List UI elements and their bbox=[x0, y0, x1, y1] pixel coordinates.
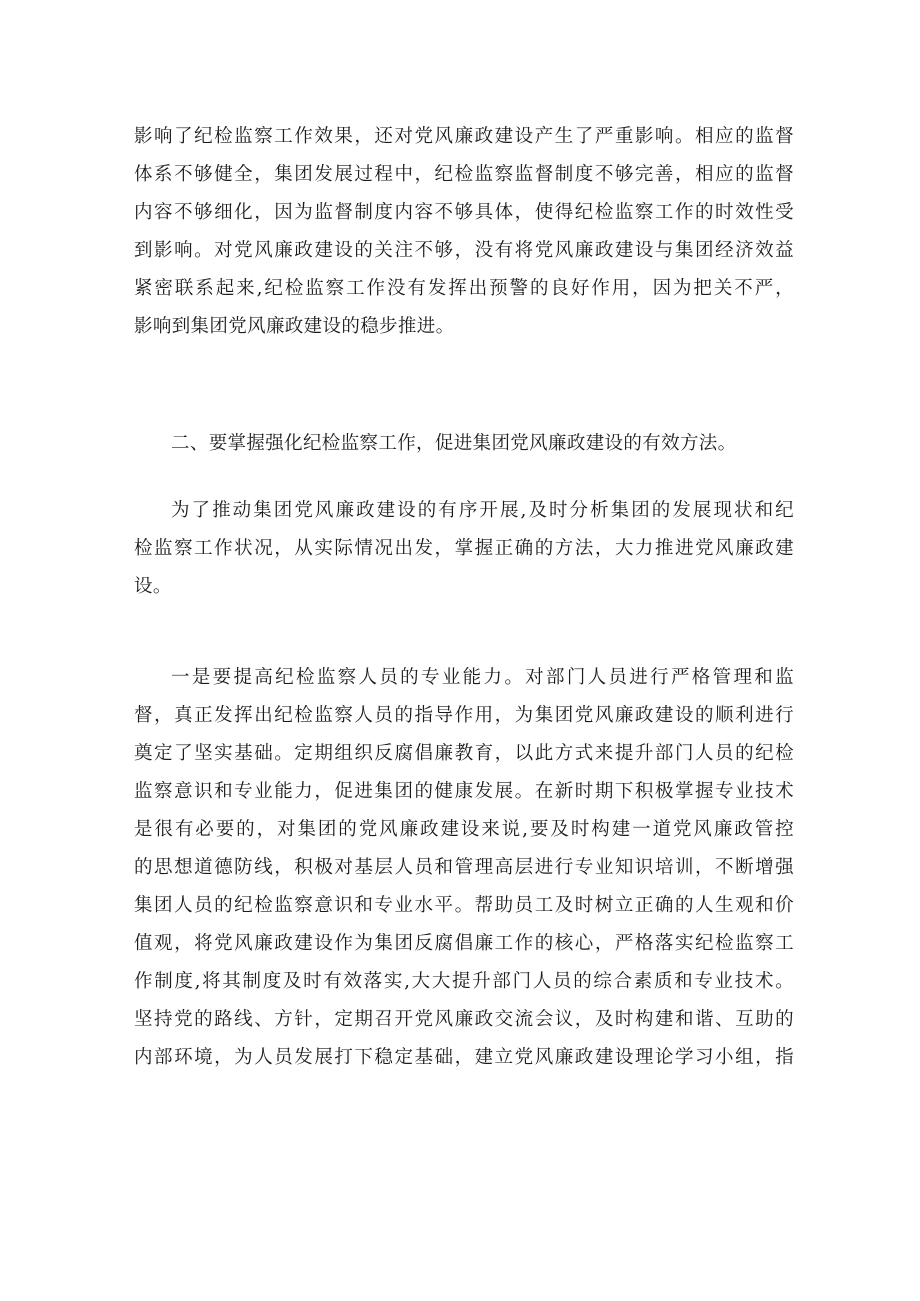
text-line: 到影响。对党风廉政建设的关注不够，没有将党风廉政建设与集团经济效益 bbox=[134, 240, 794, 261]
text-line: 紧密联系起来,纪检监察工作没有发挥出预警的良好作用，因为把关不严， bbox=[134, 278, 794, 299]
text-line: 内部环境，为人员发展打下稳定基础，建立党风廉政建设理论学习小组，指 bbox=[134, 1047, 794, 1068]
text-line: 集团人员的纪检监察意识和专业水平。帮助员工及时树立正确的人生观和价 bbox=[134, 895, 794, 916]
text-line: 设。 bbox=[134, 576, 172, 597]
text-line: 体系不够健全，集团发展过程中，纪检监察监督制度不够完善，相应的监督 bbox=[134, 164, 794, 185]
text-line: 影响了纪检监察工作效果，还对党风廉政建设产生了严重影响。相应的监督 bbox=[134, 126, 794, 147]
text-line: 影响到集团党风廉政建设的稳步推进。 bbox=[134, 316, 455, 337]
text-line: 的思想道德防线，积极对基层人员和管理高层进行专业知识培训，不断增强 bbox=[134, 857, 794, 878]
paragraph-methods-intro bbox=[134, 492, 794, 606]
paragraph-continuation bbox=[134, 118, 794, 346]
section-heading-text: 二、要掌握强化纪检监察工作，促进集团党风廉政建设的有效方法。 bbox=[171, 433, 737, 454]
text-line: 值观，将党风廉政建设作为集团反腐倡廉工作的核心，严格落实纪检监察工 bbox=[134, 933, 794, 954]
text-line: 监察意识和专业能力，促进集团的健康发展。在新时期下积极掌握专业技术 bbox=[134, 781, 794, 802]
text-line: 为了推动集团党风廉政建设的有序开展,及时分析集团的发展现状和纪 bbox=[171, 500, 794, 521]
paragraph-professional-ability bbox=[134, 659, 794, 1077]
text-line: 督，真正发挥出纪检监察人员的指导作用，为集团党风廉政建设的顺利进行 bbox=[134, 705, 794, 726]
text-line: 作制度,将其制度及时有效落实,大大提升部门人员的综合素质和专业技术。 bbox=[134, 971, 794, 992]
text-line: 检监察工作状况，从实际情况出发，掌握正确的方法，大力推进党风廉政建 bbox=[134, 538, 794, 559]
text-line: 坚持党的路线、方针，定期召开党风廉政交流会议，及时构建和谐、互助的 bbox=[134, 1009, 794, 1030]
text-line: 是很有必要的，对集团的党风廉政建设来说,要及时构建一道党风廉政管控 bbox=[134, 819, 794, 840]
text-line: 奠定了坚实基础。定期组织反腐倡廉教育，以此方式来提升部门人员的纪检 bbox=[134, 743, 794, 764]
section-heading bbox=[134, 425, 794, 463]
text-line: 内容不够细化，因为监督制度内容不够具体，使得纪检监察工作的时效性受 bbox=[134, 202, 794, 223]
text-line: 一是要提高纪检监察人员的专业能力。对部门人员进行严格管理和监 bbox=[171, 667, 794, 688]
